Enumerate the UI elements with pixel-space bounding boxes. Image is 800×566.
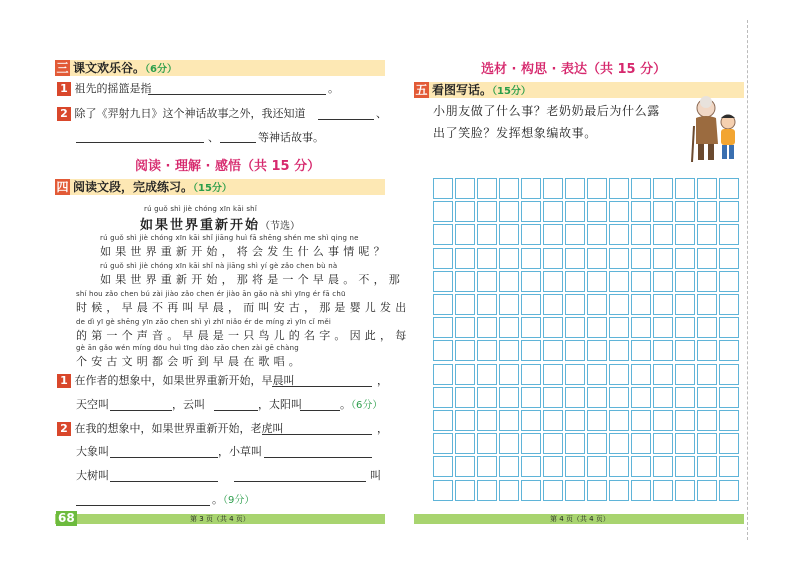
grid-cell[interactable] [587, 340, 607, 361]
grid-cell[interactable] [587, 364, 607, 385]
grid-cell[interactable] [543, 224, 563, 245]
grid-cell[interactable] [675, 410, 695, 431]
grid-cell[interactable] [499, 433, 519, 454]
grid-cell[interactable] [631, 317, 651, 338]
question-4-2: 2 在我的想象中，如果世界重新开始，老虎叫 [57, 422, 284, 436]
grid-cell[interactable] [521, 224, 541, 245]
grid-cell[interactable] [653, 201, 673, 222]
grid-cell[interactable] [609, 201, 629, 222]
question-3-1: 1 祖先的摇篮是指 [57, 82, 152, 96]
grid-cell[interactable] [697, 410, 717, 431]
passage-line-1: 如果世界重新开始，将会发生什么事情呢？ [100, 245, 389, 258]
grid-cell[interactable] [477, 480, 497, 501]
grid-cell[interactable] [631, 224, 651, 245]
grid-cell[interactable] [631, 340, 651, 361]
grid-cell[interactable] [455, 480, 475, 501]
grid-cell[interactable] [477, 248, 497, 269]
grid-cell[interactable] [477, 456, 497, 477]
grid-cell[interactable] [521, 248, 541, 269]
answer-line-tree[interactable] [110, 481, 218, 482]
grid-cell[interactable] [609, 317, 629, 338]
passage-title: 如果世界重新开始（节选） [140, 218, 301, 233]
section-3-score: （6分） [145, 64, 177, 75]
grid-cell[interactable] [719, 201, 739, 222]
grid-cell[interactable] [455, 294, 475, 315]
answer-line-3-2b[interactable] [76, 142, 204, 143]
question-3-2-end: 等神话故事。 [258, 131, 324, 144]
grid-cell[interactable] [653, 248, 673, 269]
grid-cell[interactable] [609, 294, 629, 315]
grid-cell[interactable] [697, 271, 717, 292]
grid-cell[interactable] [565, 456, 585, 477]
grid-cell[interactable] [499, 248, 519, 269]
grid-cell[interactable] [543, 248, 563, 269]
grid-cell[interactable] [521, 340, 541, 361]
grid-cell[interactable] [565, 178, 585, 199]
grid-cell[interactable] [543, 456, 563, 477]
grid-cell[interactable] [631, 248, 651, 269]
answer-line-3-2a[interactable] [318, 119, 374, 120]
grid-cell[interactable] [631, 387, 651, 408]
grid-cell[interactable] [477, 224, 497, 245]
grid-cell[interactable] [565, 248, 585, 269]
grid-cell[interactable] [565, 433, 585, 454]
grid-cell[interactable] [455, 224, 475, 245]
grid-cell[interactable] [521, 433, 541, 454]
grid-cell[interactable] [543, 364, 563, 385]
question-4-2-comma: ， [377, 422, 388, 435]
grid-cell[interactable] [697, 456, 717, 477]
grid-cell[interactable] [587, 178, 607, 199]
answer-line-tiger[interactable] [262, 434, 372, 435]
grid-cell[interactable] [697, 433, 717, 454]
section-5-number: 五 [415, 83, 428, 97]
grid-cell[interactable] [719, 248, 739, 269]
writing-grid[interactable] [433, 178, 743, 504]
answer-line-custom-name[interactable] [76, 505, 210, 506]
question-number: 2 [57, 422, 71, 436]
grid-cell[interactable] [543, 433, 563, 454]
grid-cell[interactable] [653, 456, 673, 477]
grid-cell[interactable] [719, 224, 739, 245]
grid-cell[interactable] [609, 364, 629, 385]
grid-cell[interactable] [543, 178, 563, 199]
grid-cell[interactable] [609, 271, 629, 292]
grid-cell[interactable] [499, 178, 519, 199]
answer-line-custom-subject[interactable] [234, 481, 366, 482]
grid-cell[interactable] [499, 480, 519, 501]
grid-cell[interactable] [587, 294, 607, 315]
question-4-1-comma: ， [377, 374, 388, 387]
grid-cell[interactable] [697, 387, 717, 408]
grid-cell[interactable] [631, 201, 651, 222]
passage-line-2: 如果世界重新开始，那将是一个早晨。不，那 [100, 273, 404, 286]
grid-cell[interactable] [455, 271, 475, 292]
grid-cell[interactable] [631, 364, 651, 385]
grid-cell[interactable] [653, 178, 673, 199]
grid-cell[interactable] [543, 340, 563, 361]
grid-cell[interactable] [477, 340, 497, 361]
grid-cell[interactable] [543, 317, 563, 338]
question-3-2-sep2: 、 [208, 131, 219, 144]
grid-cell[interactable] [653, 364, 673, 385]
grid-cell[interactable] [543, 294, 563, 315]
grid-cell[interactable] [433, 201, 453, 222]
grid-cell[interactable] [433, 224, 453, 245]
grid-cell[interactable] [719, 456, 739, 477]
question-number: 2 [57, 107, 71, 121]
binding-divider [747, 20, 748, 540]
label-tree: 大树叫 [76, 469, 109, 482]
grid-cell[interactable] [675, 456, 695, 477]
grid-cell[interactable] [521, 294, 541, 315]
grid-cell[interactable] [565, 410, 585, 431]
grid-cell[interactable] [543, 480, 563, 501]
grid-cell[interactable] [543, 410, 563, 431]
grid-cell[interactable] [499, 294, 519, 315]
grid-cell[interactable] [455, 201, 475, 222]
grid-cell[interactable] [455, 410, 475, 431]
reading-heading: 阅读 · 理解 · 感悟（共 15 分） [135, 159, 321, 174]
answer-line-3-2c[interactable] [220, 142, 256, 143]
grid-cell[interactable] [675, 294, 695, 315]
passage-pinyin-5: gè ān gǎo wén míng dōu huì tīng dào zǎo chen zài gē chàng [76, 344, 299, 352]
passage-line-3: 时候，早晨不再叫早晨，而叫安古，那是婴儿发出 [76, 301, 411, 314]
grid-cell[interactable] [609, 410, 629, 431]
writing-heading: 选材 · 构思 · 表达（共 15 分） [481, 62, 667, 77]
grid-cell[interactable] [587, 201, 607, 222]
grid-cell[interactable] [477, 201, 497, 222]
grid-cell[interactable] [631, 271, 651, 292]
grid-cell[interactable] [521, 410, 541, 431]
grid-cell[interactable] [609, 224, 629, 245]
passage-pinyin-3: shí hou zǎo chen bú zài jiào zǎo chen ér jiào ān gǎo nà shì yīng ér fā chū [76, 290, 346, 298]
grid-cell[interactable] [499, 410, 519, 431]
passage-title-pinyin: rú guǒ shì jiè chóng xīn kāi shǐ [144, 205, 257, 213]
grid-cell[interactable] [543, 201, 563, 222]
writing-prompt-line-1: 小朋友做了什么事？老奶奶最后为什么露 [433, 104, 660, 118]
section-3-title: 课文欢乐谷。（6分） [73, 61, 177, 75]
grid-cell[interactable] [653, 317, 673, 338]
answer-line-elephant[interactable] [110, 457, 218, 458]
grid-cell[interactable] [433, 271, 453, 292]
grid-cell[interactable] [653, 480, 673, 501]
grid-cell[interactable] [587, 248, 607, 269]
grid-cell[interactable] [631, 178, 651, 199]
grid-cell[interactable] [565, 340, 585, 361]
question-number: 1 [57, 82, 71, 96]
grid-cell[interactable] [565, 271, 585, 292]
grid-cell[interactable] [433, 410, 453, 431]
grid-cell[interactable] [433, 364, 453, 385]
grid-cell[interactable] [719, 317, 739, 338]
grid-cell[interactable] [719, 271, 739, 292]
grid-cell[interactable] [719, 480, 739, 501]
grid-cell[interactable] [587, 456, 607, 477]
passage-line-5: 个安古文明都会听到早晨在歌唱。 [76, 355, 304, 368]
grid-cell[interactable] [675, 387, 695, 408]
grid-cell[interactable] [565, 387, 585, 408]
grid-cell[interactable] [653, 433, 673, 454]
grid-cell[interactable] [675, 364, 695, 385]
grid-cell[interactable] [499, 201, 519, 222]
grid-cell[interactable] [521, 271, 541, 292]
grid-cell[interactable] [499, 364, 519, 385]
grid-cell[interactable] [697, 201, 717, 222]
grid-cell[interactable] [433, 294, 453, 315]
grid-cell[interactable] [675, 224, 695, 245]
grid-cell[interactable] [477, 271, 497, 292]
label-call: 叫 [370, 469, 381, 482]
grid-cell[interactable] [521, 480, 541, 501]
grid-cell[interactable] [433, 456, 453, 477]
question-4-1-score: （6分） [351, 400, 383, 411]
label-elephant: 大象叫 [76, 445, 109, 458]
grid-cell[interactable] [455, 433, 475, 454]
grid-cell[interactable] [719, 410, 739, 431]
grid-cell[interactable] [609, 248, 629, 269]
grid-cell[interactable] [653, 271, 673, 292]
section-5-title: 看图写话。（15分） [432, 83, 531, 97]
grid-cell[interactable] [499, 387, 519, 408]
grid-cell[interactable] [499, 271, 519, 292]
grid-cell[interactable] [433, 387, 453, 408]
grid-cell[interactable] [499, 456, 519, 477]
grid-cell[interactable] [697, 340, 717, 361]
section-4-score: （15分） [193, 183, 232, 194]
grid-cell[interactable] [609, 387, 629, 408]
grid-cell[interactable] [433, 178, 453, 199]
grid-cell[interactable] [653, 387, 673, 408]
grid-cell[interactable] [587, 317, 607, 338]
grid-cell[interactable] [609, 456, 629, 477]
grid-cell[interactable] [719, 340, 739, 361]
grid-cell[interactable] [653, 224, 673, 245]
section-4-number: 四 [56, 180, 69, 194]
grid-cell[interactable] [455, 317, 475, 338]
grid-cell[interactable] [697, 224, 717, 245]
grid-cell[interactable] [609, 433, 629, 454]
grid-cell[interactable] [455, 456, 475, 477]
grid-cell[interactable] [433, 480, 453, 501]
grid-cell[interactable] [631, 433, 651, 454]
grid-cell[interactable] [521, 317, 541, 338]
grid-cell[interactable] [521, 364, 541, 385]
grid-cell[interactable] [609, 178, 629, 199]
grid-cell[interactable] [565, 480, 585, 501]
grid-cell[interactable] [433, 248, 453, 269]
grid-cell[interactable] [609, 340, 629, 361]
left-footer-text: 第 3 页（共 4 页） [190, 515, 250, 523]
grid-cell[interactable] [675, 248, 695, 269]
grid-cell[interactable] [609, 480, 629, 501]
answer-line-grass[interactable] [264, 457, 372, 458]
grid-cell[interactable] [565, 224, 585, 245]
answer-line-sky[interactable] [110, 410, 172, 411]
question-3-1-end: 。 [328, 82, 339, 95]
grid-cell[interactable] [587, 480, 607, 501]
question-number: 1 [57, 374, 71, 388]
grid-cell[interactable] [631, 294, 651, 315]
grid-cell[interactable] [565, 294, 585, 315]
passage-pinyin-1: rú guǒ shì jiè chóng xīn kāi shǐ jiāng huì fā shēng shén me shì qing ne [100, 234, 359, 242]
question-4-1-end: 。（6分） [340, 398, 383, 411]
answer-line-sun[interactable] [300, 410, 340, 411]
grid-cell[interactable] [675, 317, 695, 338]
grid-cell[interactable] [719, 178, 739, 199]
grid-cell[interactable] [697, 248, 717, 269]
grid-cell[interactable] [455, 387, 475, 408]
grid-cell[interactable] [631, 410, 651, 431]
grid-cell[interactable] [565, 317, 585, 338]
grid-cell[interactable] [675, 433, 695, 454]
grid-cell[interactable] [697, 178, 717, 199]
answer-line-morning[interactable] [272, 386, 372, 387]
grid-cell[interactable] [565, 364, 585, 385]
grid-cell[interactable] [477, 387, 497, 408]
grid-cell[interactable] [719, 387, 739, 408]
grid-cell[interactable] [697, 364, 717, 385]
grid-cell[interactable] [675, 201, 695, 222]
grid-cell[interactable] [521, 456, 541, 477]
writing-prompt-line-2: 出了笑脸？发挥想象编故事。 [433, 126, 597, 140]
grid-cell[interactable] [697, 480, 717, 501]
grid-cell[interactable] [477, 317, 497, 338]
grid-cell[interactable] [543, 271, 563, 292]
section-3-number: 三 [56, 61, 69, 75]
label-grass: ，小草叫 [218, 445, 262, 458]
grandma-boy-illustration [690, 96, 742, 166]
grid-cell[interactable] [653, 340, 673, 361]
question-4-2-end: 。（9分） [212, 493, 255, 506]
section-4-title: 阅读文段，完成练习。（15分） [73, 180, 232, 194]
grid-cell[interactable] [477, 433, 497, 454]
page-number: 68 [58, 511, 75, 525]
grid-cell[interactable] [587, 271, 607, 292]
label-sky: 天空叫 [76, 398, 109, 411]
grid-cell[interactable] [455, 340, 475, 361]
grid-cell[interactable] [675, 271, 695, 292]
grid-cell[interactable] [587, 224, 607, 245]
grid-cell[interactable] [697, 294, 717, 315]
passage-line-4: 的第一个声音。早晨是一只鸟儿的名字。因此，每 [76, 329, 411, 342]
grid-cell[interactable] [455, 248, 475, 269]
question-3-2: 2 除了《羿射九日》这个神话故事之外，我还知道 [57, 107, 306, 121]
grid-cell[interactable] [499, 224, 519, 245]
grid-cell[interactable] [521, 201, 541, 222]
question-4-1: 1 在作者的想象中，如果世界重新开始，早晨叫 [57, 374, 295, 388]
grid-cell[interactable] [499, 340, 519, 361]
grid-cell[interactable] [697, 317, 717, 338]
passage-pinyin-4: de dì yī gè shēng yīn zǎo chen shì yì zhī niǎo ér de míng zì yīn cǐ měi [76, 318, 332, 326]
grid-cell[interactable] [631, 456, 651, 477]
grid-cell[interactable] [587, 387, 607, 408]
label-cloud: ，云叫 [172, 398, 205, 411]
grid-cell[interactable] [631, 480, 651, 501]
grid-cell[interactable] [675, 480, 695, 501]
right-footer-text: 第 4 页（共 4 页） [550, 515, 610, 523]
grid-cell[interactable] [719, 433, 739, 454]
grid-cell[interactable] [477, 294, 497, 315]
passage-title-note: （节选） [260, 221, 301, 232]
question-4-2-score: （9分） [223, 495, 255, 506]
grid-cell[interactable] [719, 294, 739, 315]
grid-cell[interactable] [587, 410, 607, 431]
grid-cell[interactable] [675, 340, 695, 361]
grid-cell[interactable] [433, 317, 453, 338]
question-3-2-sep: 、 [376, 107, 387, 120]
grid-cell[interactable] [477, 364, 497, 385]
grid-cell[interactable] [477, 178, 497, 199]
grid-cell[interactable] [565, 201, 585, 222]
grid-cell[interactable] [675, 178, 695, 199]
grid-cell[interactable] [477, 410, 497, 431]
grid-cell[interactable] [719, 364, 739, 385]
grid-cell[interactable] [653, 294, 673, 315]
grid-cell[interactable] [455, 178, 475, 199]
grid-cell[interactable] [455, 364, 475, 385]
answer-line-3-1[interactable] [148, 94, 326, 95]
grid-cell[interactable] [521, 387, 541, 408]
grid-cell[interactable] [521, 178, 541, 199]
grid-cell[interactable] [653, 410, 673, 431]
grid-cell[interactable] [433, 340, 453, 361]
grid-cell[interactable] [499, 317, 519, 338]
passage-pinyin-2: rú guǒ shì jiè chóng xīn kāi shǐ nà jiāng shì yí gè zǎo chen bù nà [100, 262, 338, 270]
section-5-score: （15分） [492, 86, 531, 97]
answer-line-cloud[interactable] [214, 410, 258, 411]
label-sun: ，太阳叫 [258, 398, 302, 411]
grid-cell[interactable] [433, 433, 453, 454]
grid-cell[interactable] [587, 433, 607, 454]
grid-cell[interactable] [543, 387, 563, 408]
